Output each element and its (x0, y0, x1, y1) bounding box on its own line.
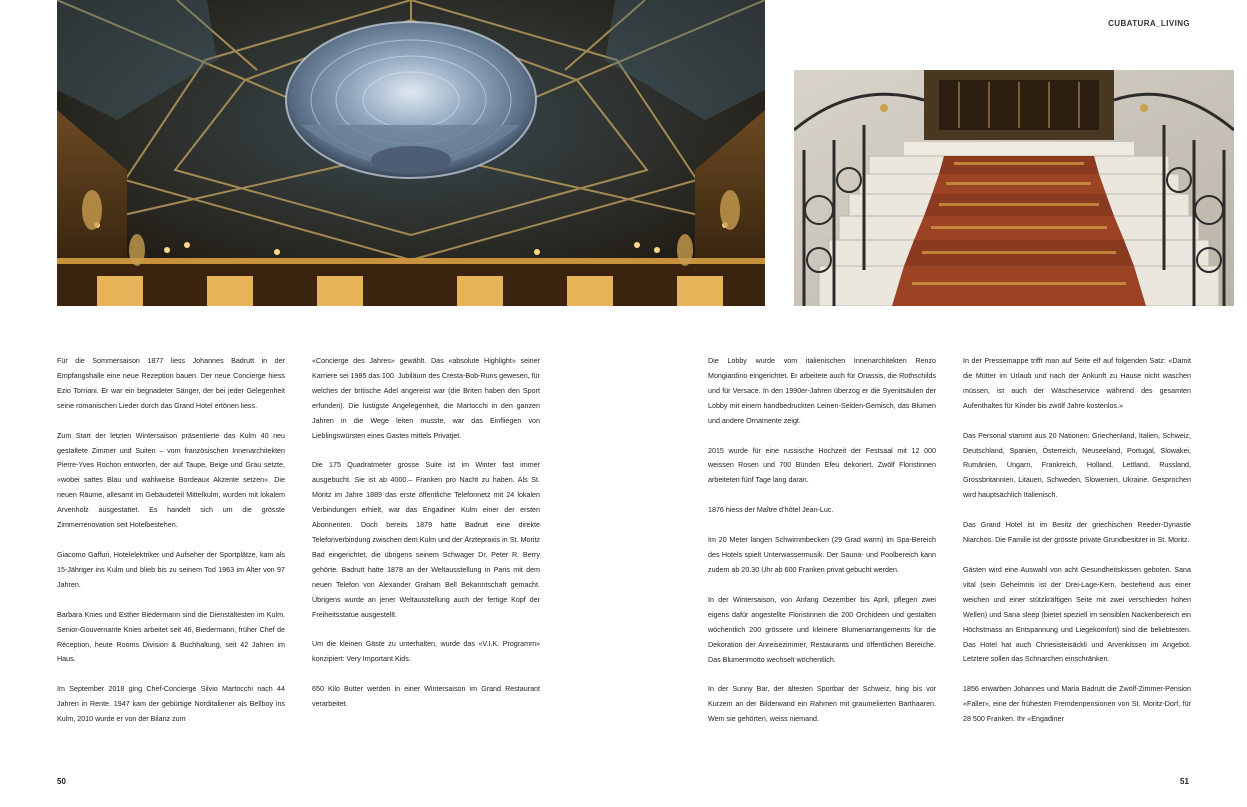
text-column-1 (57, 354, 285, 742)
magazine-brand (1108, 19, 1190, 28)
page-number-left: 50 (57, 777, 66, 786)
paragraph: 650 Kilo Butter werden in einer Wintersaison im Grand Restaurant verarbeitet. (312, 685, 540, 709)
paragraph: In der Pressemappe trifft man auf Seite elf auf folgenden Satz: «Damit die Mütter im Urlaub und nach der Ankunft zu Hause nicht waschen müssen, ist auch der Wäscheservice während des gesamten Aufenthaltes für Kinder bis zwölf Jahre kostenlos.» (963, 357, 1191, 410)
paragraph: Barbara Knies und Esther Biedermann sind die Dienstältesten im Kulm. Senior-Gouvernante Knies arbeitet seit 46, Biedermann, früher Chef de Réception, heute Rooms Division & Buchhaltung, seit 42 Jahren im Haus. (57, 610, 285, 664)
brand-main: CUBATURA (1108, 19, 1157, 28)
paragraph: In der Wintersaison, von Anfang Dezember bis April, pflegen zwei eigens dafür angestellte Floristinnen die 200 Orchideen und gestalten wöchentlich 200 grössere und kleinere Blumenarrangements für die Dekoration der Anreisezimmer, Restaurants und öffentlichen Bereiche. Das Blumenmotto wechselt wöchentlich. (708, 595, 936, 664)
paragraph: Im September 2018 ging Chef-Concierge Silvio Martocchi nach 44 Jahren in Rente. 1947 kam der gebürtige Norditaliener als Bellboy ins Kulm, 2010 wurde er von der Bilanz zum (57, 685, 285, 724)
carpeted-staircase-photo (794, 70, 1234, 306)
paragraph: Das Personal stammt aus 20 Nationen: Griechenland, Italien, Schweiz, Deutschland, Spanien, Österreich, Neuseeland, Portugal, Slowakei, Rumänien, Ungarn, Frankreich, Holland, Lettland, Russland, Grossbritannien, Litauen, Schweden, Slowenien, Ukraine. Gesprochen wird hauptsächlich Italienisch. (963, 431, 1191, 500)
chandelier-lobby-photo (57, 0, 765, 306)
text-column-2 (312, 354, 540, 727)
paragraph: Zum Start der letzten Wintersaison präsentierte das Kulm 40 neu gestaltete Zimmer und Suiten – vom französischen Innenarchitekten Pierre-Yves Rochon entworfen, der auf Taupe, Beige und Grau setzte, «wobei sattes Blau und wahlweise Bordeaux Akzente setzen». Die neuen Räume, allesamt im Gebäudeteil Mittelkulm, wurden mit lokalem Arvenholz ausgestattet. Es handelt sich um die grösste Zimmerrenovation seit Hotelbestehen. (57, 431, 285, 530)
paragraph: 1876 hiess der Maître d’hôtel Jean-Luc. (708, 506, 834, 515)
paragraph: Die 175 Quadratmeter grosse Suite ist im Winter fast immer ausgebucht. Sie ist ab 4000.– Franken pro Nacht zu haben. Als St. Moritz im Jahre 1889 das erste öffentliche Telefonnetz mit 24 lokalen Verbindungen erhielt, war das Engadiner Kulm einer der ersten Abonnenten. Doch bereits 1879 hatte Badrutt eine direkte Telefonverbindung zwischen dem Kulm und der Ärztepraxis in St. Moritz Bad eingerichtet, die übrigens seinem Schwager Dr. Peter R. Berry gehörte. Badrutt hatte 1878 an der Weltausstellung in Paris mit dem neuen Telefon von Alexander Graham Bell Bekanntschaft gemacht. Übrigens wurde an jener Weltausstellung auch der fertige Kopf der Freiheitsstatue ausgestellt. (312, 461, 540, 619)
paragraph: In der Sunny Bar, der ältesten Sportbar der Schweiz, hing bis vor Kurzem an der Bilderwand ein Rahmen mit graumelierten Barthaaren. Wem sie gehörten, weiss niemand. (708, 685, 936, 724)
paragraph: Um die kleinen Gäste zu unterhalten, wurde das «V.I.K. Programm» konzipiert: Very Important Kids. (312, 640, 540, 664)
paragraph: «Concierge des Jahres» gewählt. Das «absolute Highlight» seiner Karriere sei 1985 das 100. Jubiläum des Cresta-Bob-Runs gewesen, für welches der britische Adel angereist war (die Briten haben den Sport erfunden). Die lustigste Angelegenheit, die Martocchi in den ganzen Jahren in die Wege leiten musste, war das Einfliegen von Lieblingswürsten eines Gastes mittels Privatjet. (312, 357, 540, 440)
paragraph: Gästen wird eine Auswahl von acht Gesundheitskissen geboten. Sana vital (sein Geheimnis ist der Drei-Lage-Kern, bestehend aus einer weichen und einer stützkräftigen Seite mit zwei verschieden hohen Wellen) und Sana sleep (bietet speziell im sensiblen Nackenbereich ein Höchstmass an Entspannung und Liegekomfort) sind die beliebtesten. Das Hotel hat auch Chriesisteisäckli und Arvenkissen im Angebot. Letztere sollen das Schnarchen einschränken. (963, 565, 1191, 664)
paragraph: Das Grand Hotel ist im Besitz der griechischen Reeder-Dynastie Niarchos. Die Familie ist der grösste private Grundbesitzer in St. Moritz. (963, 521, 1191, 545)
page-number-right: 51 (1180, 777, 1189, 786)
paragraph: Die Lobby wurde vom italienischen Innenarchitekten Renzo Mongiardino eingerichtet. Er arbeitete auch für Onassis, die Rothschilds und für Versace. In den 1990er-Jahren überzog er die Syenitsäulen der Lobby mit einem handbedruckten Leinen-Seiden-Gemisch, das Blumen und andere Ornamente zeigt. (708, 357, 936, 425)
brand-separator: _ (1156, 19, 1161, 28)
paragraph: 1856 erwarben Johannes und Maria Badrutt die Zwölf-Zimmer-Pension «Faller», eine der frühesten Fremdenpensionen von St. Moritz-Dorf, für 28 500 Franken. Ihr «Engadiner (963, 685, 1191, 724)
brand-sub: LIVING (1160, 19, 1190, 28)
paragraph: 2015 wurde für eine russische Hochzeit der Festsaal mit 12 000 weissen Rosen und 700 Bünden Efeu dekoriert. Zwölf Floristinnen arbeiteten fünf Tage lang daran. (708, 446, 936, 485)
paragraph: Giacomo Gaffuri, Hotelelektriker und Aufseher der Sportplätze, kam als 15-Jähriger ins Kulm und blieb bis zu seinem Tod 1963 im Alter von 97 Jahren. (57, 550, 285, 589)
text-column-4 (963, 354, 1191, 742)
text-column-3 (708, 354, 936, 742)
paragraph: Im 20 Meter langen Schwimmbecken (29 Grad warm) im Spa-Bereich des Hotels spielt Unterwassermusik. Der Sauna- und Poolbereich kann zudem ab 20.30 Uhr ab 600 Franken privat gebucht werden. (708, 536, 936, 574)
paragraph: Für die Sommersaison 1877 liess Johannes Badrutt in der Empfangshalle eine neue Rezeption bauen. Der neue Concierge hiess Ezio Torriani. Er war ein begnadeter Sänger, der bei jeder Gelegenheit seine romanischen Lieder durch das Grand Hotel ertönen liess. (57, 357, 285, 410)
